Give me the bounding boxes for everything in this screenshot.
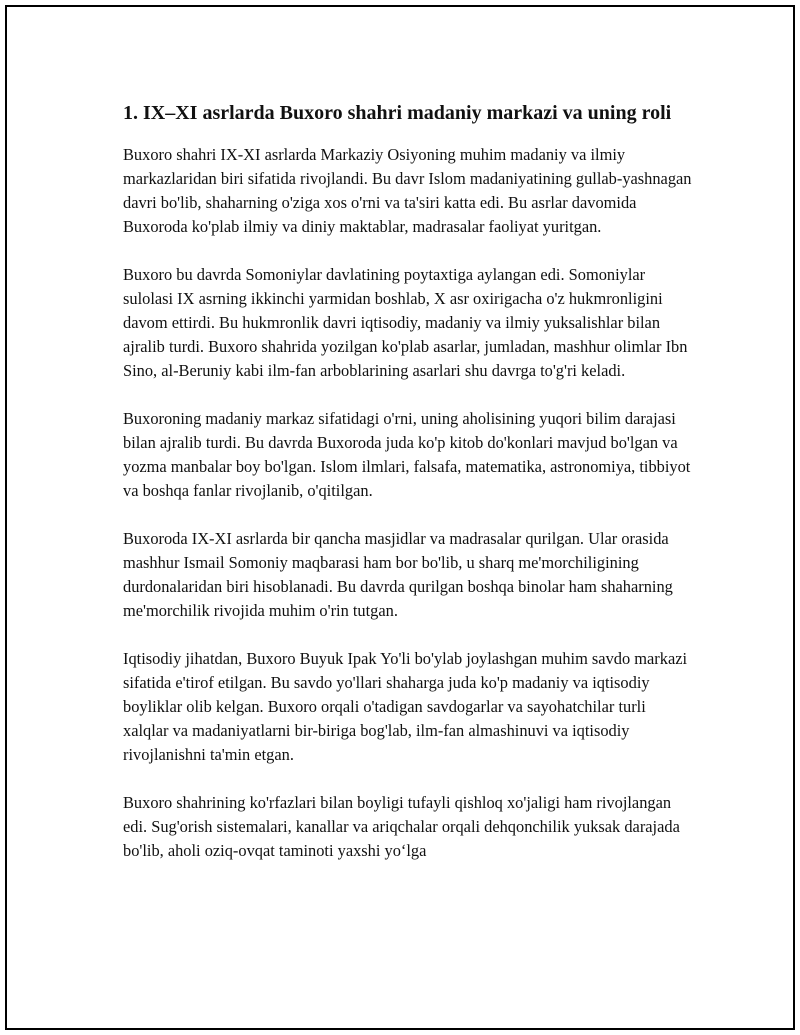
paragraph: Buxoro shahri IX-XI asrlarda Markaziy Osiyoning muhim madaniy va ilmiy markazlaridan biri sifatida rivojlandi. Bu davr Islom madaniyatining gullab-yashnagan davri bo'lib, shaharning o'ziga xos o'rni va ta'siri katta edi. Bu asrlar davomida Buxoroda ko'plab ilmiy va diniy maktablar, madrasalar faoliyat yuritgan. <box>123 145 692 236</box>
document-body <box>123 99 695 887</box>
paragraph: Buxoroning madaniy markaz sifatidagi o'rni, uning aholisining yuqori bilim darajasi bilan ajralib turdi. Bu davrda Buxoroda juda ko'p kitob do'konlari mavjud bo'lgan va yozma manbalar boy bo'lgan. Islom ilmlari, falsafa, matematika, astronomiya, tibbiyot va boshqa fanlar rivojlanib, o'qitilgan. <box>123 409 691 500</box>
paragraph: Buxoroda IX-XI asrlarda bir qancha masjidlar va madrasalar qurilgan. Ular orasida mashhur Ismail Somoniy maqbarasi ham bor bo'lib, u sharq me'morchiligining durdonalaridan biri hisoblanadi. Bu davrda qurilgan boshqa binolar ham shaharning me'morchilik rivojida muhim o'rin tutgan. <box>123 529 673 620</box>
paragraph: Iqtisodiy jihatdan, Buxoro Buyuk Ipak Yo'li bo'ylab joylashgan muhim savdo markazi sifatida e'tirof etilgan. Bu savdo yo'llari shaharga juda ko'p madaniy va iqtisodiy boyliklar olib kelgan. Buxoro orqali o'tadigan savdogarlar va sayohatchilar turli xalqlar va madaniyatlarni bir-biriga bog'lab, ilm-fan almashinuvi va iqtisodiy rivojlanishni ta'min etgan. <box>123 649 688 764</box>
paragraph: Buxoro bu davrda Somoniylar davlatining poytaxtiga aylangan edi. Somoniylar sulolasi IX asrning ikkinchi yarmidan boshlab, X asr oxirigacha o'z hukmronligini davom ettirdi. Bu hukmronlik davri iqtisodiy, madaniy va ilmiy yuksalishlar bilan ajralib turdi. Buxoro shahrida yozilgan ko'plab asarlar, jumladan, mashhur olimlar Ibn Sino, al-Beruniy kabi ilm-fan arboblarining asarlari shu davrga to'g'ri keladi. <box>123 265 688 380</box>
page-frame <box>5 5 795 1030</box>
paragraph: Buxoro shahrining ko'rfazlari bilan boyligi tufayli qishloq xo'jaligi ham rivojlangan edi. Sug'orish sistemalari, kanallar va ariqchalar orqali dehqonchilik yuksak darajada bo'lib, aholi oziq-ovqat taminoti yaxshi yo‘lga <box>123 793 680 860</box>
section-heading: 1. IX–XI asrlarda Buxoro shahri madaniy markazi va uning roli <box>123 102 672 124</box>
